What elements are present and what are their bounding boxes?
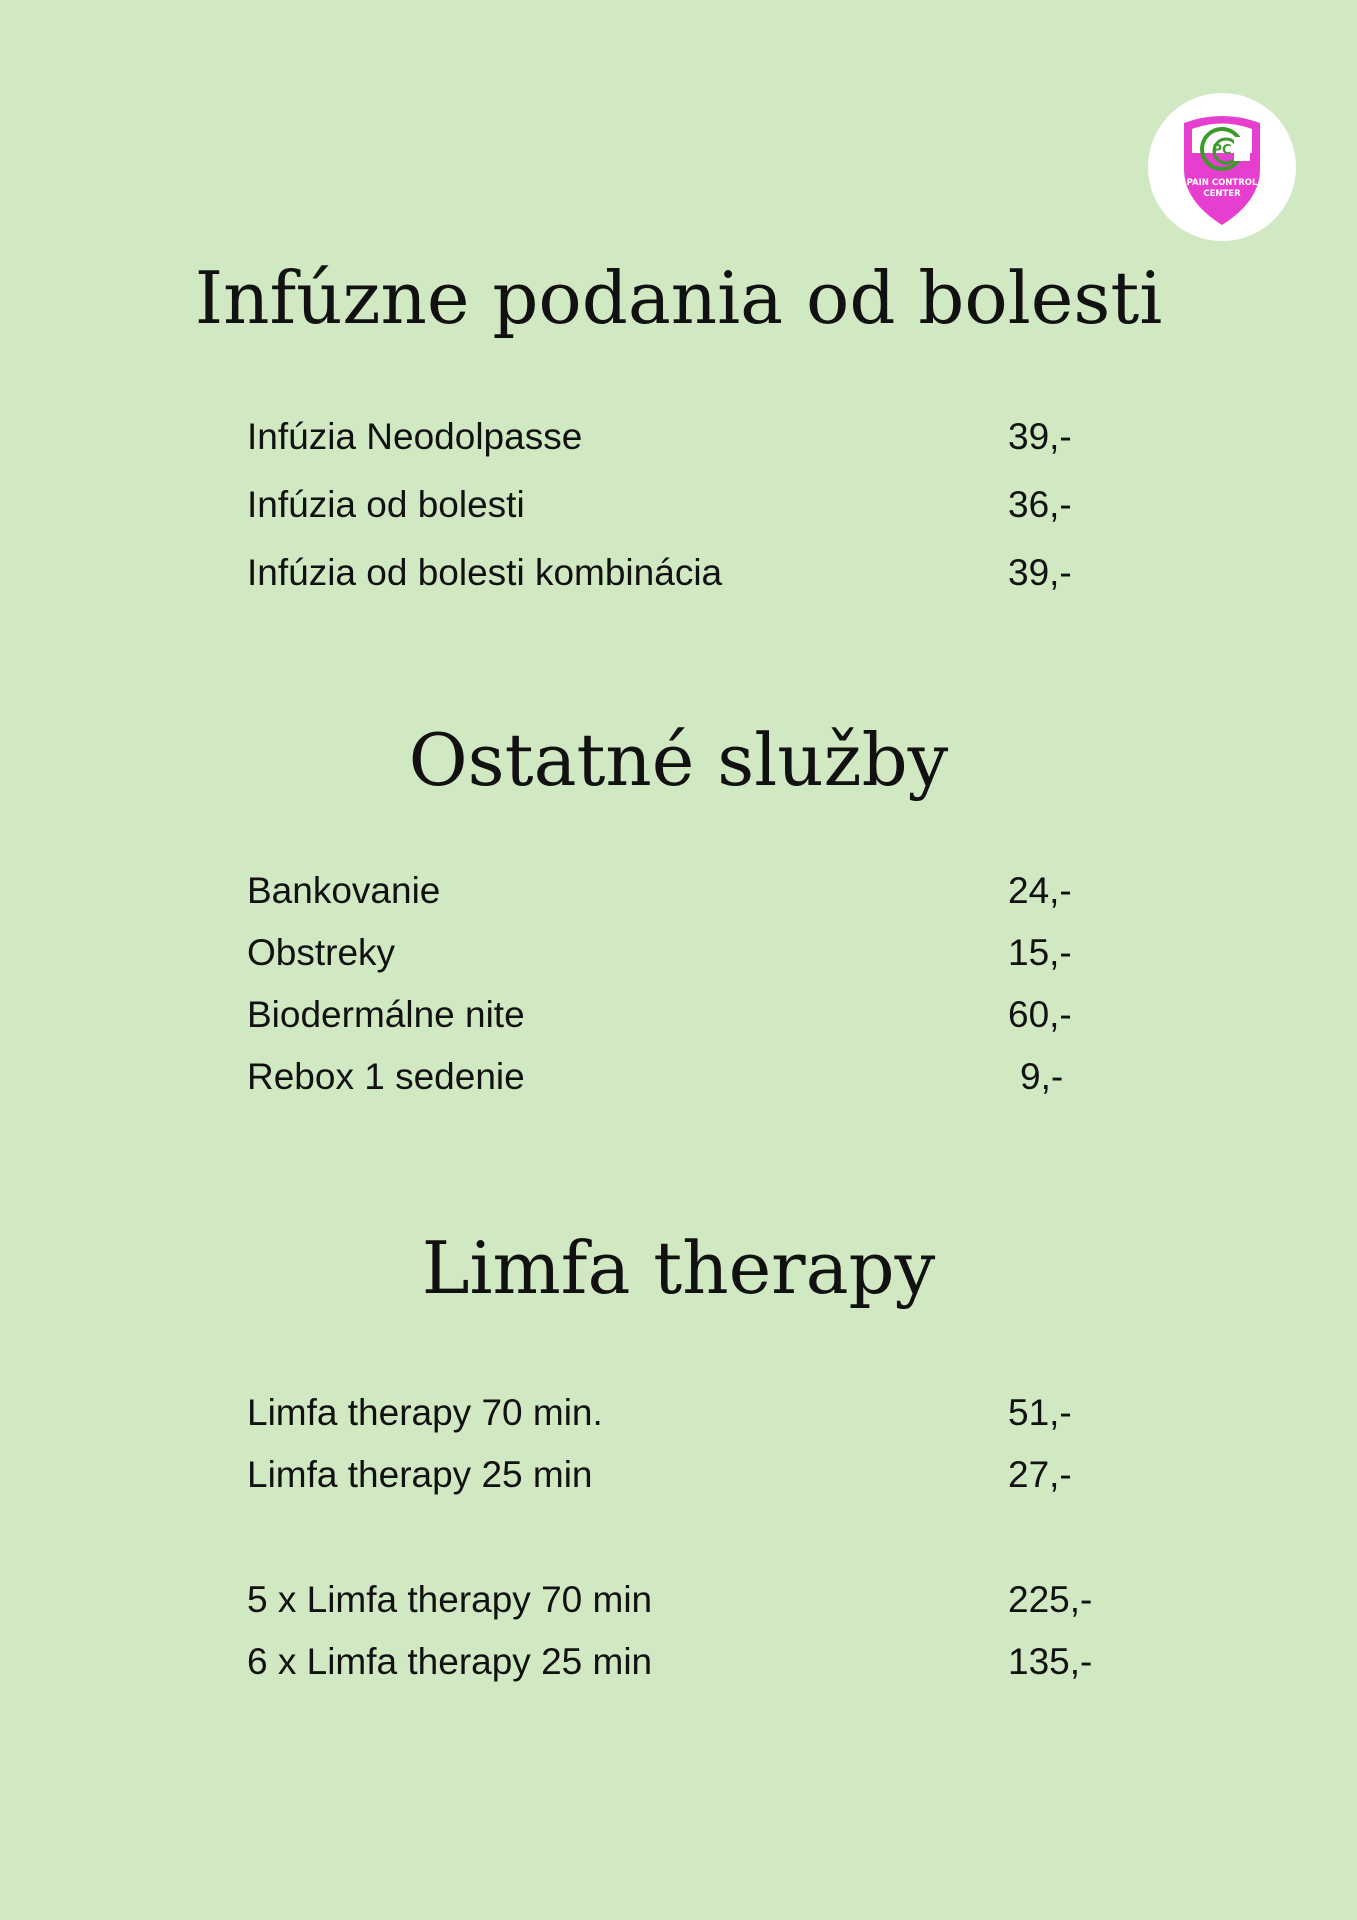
service-name: Rebox 1 sedenie bbox=[247, 1056, 525, 1097]
service-price: 135,- bbox=[1008, 1641, 1093, 1682]
service-name: Infúzia Neodolpasse bbox=[247, 416, 583, 457]
service-name: Bankovanie bbox=[247, 870, 441, 911]
service-price: 36,- bbox=[1008, 484, 1072, 525]
svg-text:PAIN CONTROL: PAIN CONTROL bbox=[1186, 178, 1258, 188]
price-row bbox=[0, 868, 1357, 914]
price-row bbox=[0, 414, 1357, 460]
svg-text:CENTER: CENTER bbox=[1203, 189, 1241, 199]
price-row bbox=[0, 1639, 1357, 1685]
service-price: 39,- bbox=[1008, 416, 1072, 457]
service-price: 225,- bbox=[1008, 1579, 1093, 1620]
price-row bbox=[0, 1054, 1357, 1100]
section-title-ostatne: Ostatné služby bbox=[408, 718, 949, 802]
price-row bbox=[0, 482, 1357, 528]
service-price: 15,- bbox=[1008, 932, 1072, 973]
service-name: 6 x Limfa therapy 25 min bbox=[247, 1641, 653, 1682]
service-name: 5 x Limfa therapy 70 min bbox=[247, 1579, 653, 1620]
service-price: 24,- bbox=[1008, 870, 1072, 911]
service-name: Infúzia od bolesti bbox=[247, 484, 525, 525]
service-price: 60,- bbox=[1008, 994, 1072, 1035]
section-title-limfa: Limfa therapy bbox=[421, 1226, 936, 1310]
service-name: Obstreky bbox=[247, 932, 396, 973]
service-price: 27,- bbox=[1008, 1454, 1072, 1495]
logo bbox=[1148, 93, 1296, 241]
price-row bbox=[0, 550, 1357, 596]
service-name: Limfa therapy 70 min. bbox=[247, 1392, 603, 1433]
price-row bbox=[0, 1452, 1357, 1498]
price-row bbox=[0, 992, 1357, 1038]
price-row bbox=[0, 930, 1357, 976]
service-name: Limfa therapy 25 min bbox=[247, 1454, 593, 1495]
service-name: Infúzia od bolesti kombinácia bbox=[247, 552, 723, 593]
price-row bbox=[0, 1390, 1357, 1436]
service-name: Biodermálne nite bbox=[247, 994, 525, 1035]
service-price: 51,- bbox=[1008, 1392, 1072, 1433]
section-title-infuzne: Infúzne podania od bolesti bbox=[194, 256, 1163, 340]
service-price: 39,- bbox=[1008, 552, 1072, 593]
price-row bbox=[0, 1577, 1357, 1623]
pain-control-center-shield-logo-icon bbox=[1148, 93, 1296, 241]
service-price: 9,- bbox=[1020, 1056, 1064, 1097]
svg-text:PC: PC bbox=[1212, 143, 1232, 158]
